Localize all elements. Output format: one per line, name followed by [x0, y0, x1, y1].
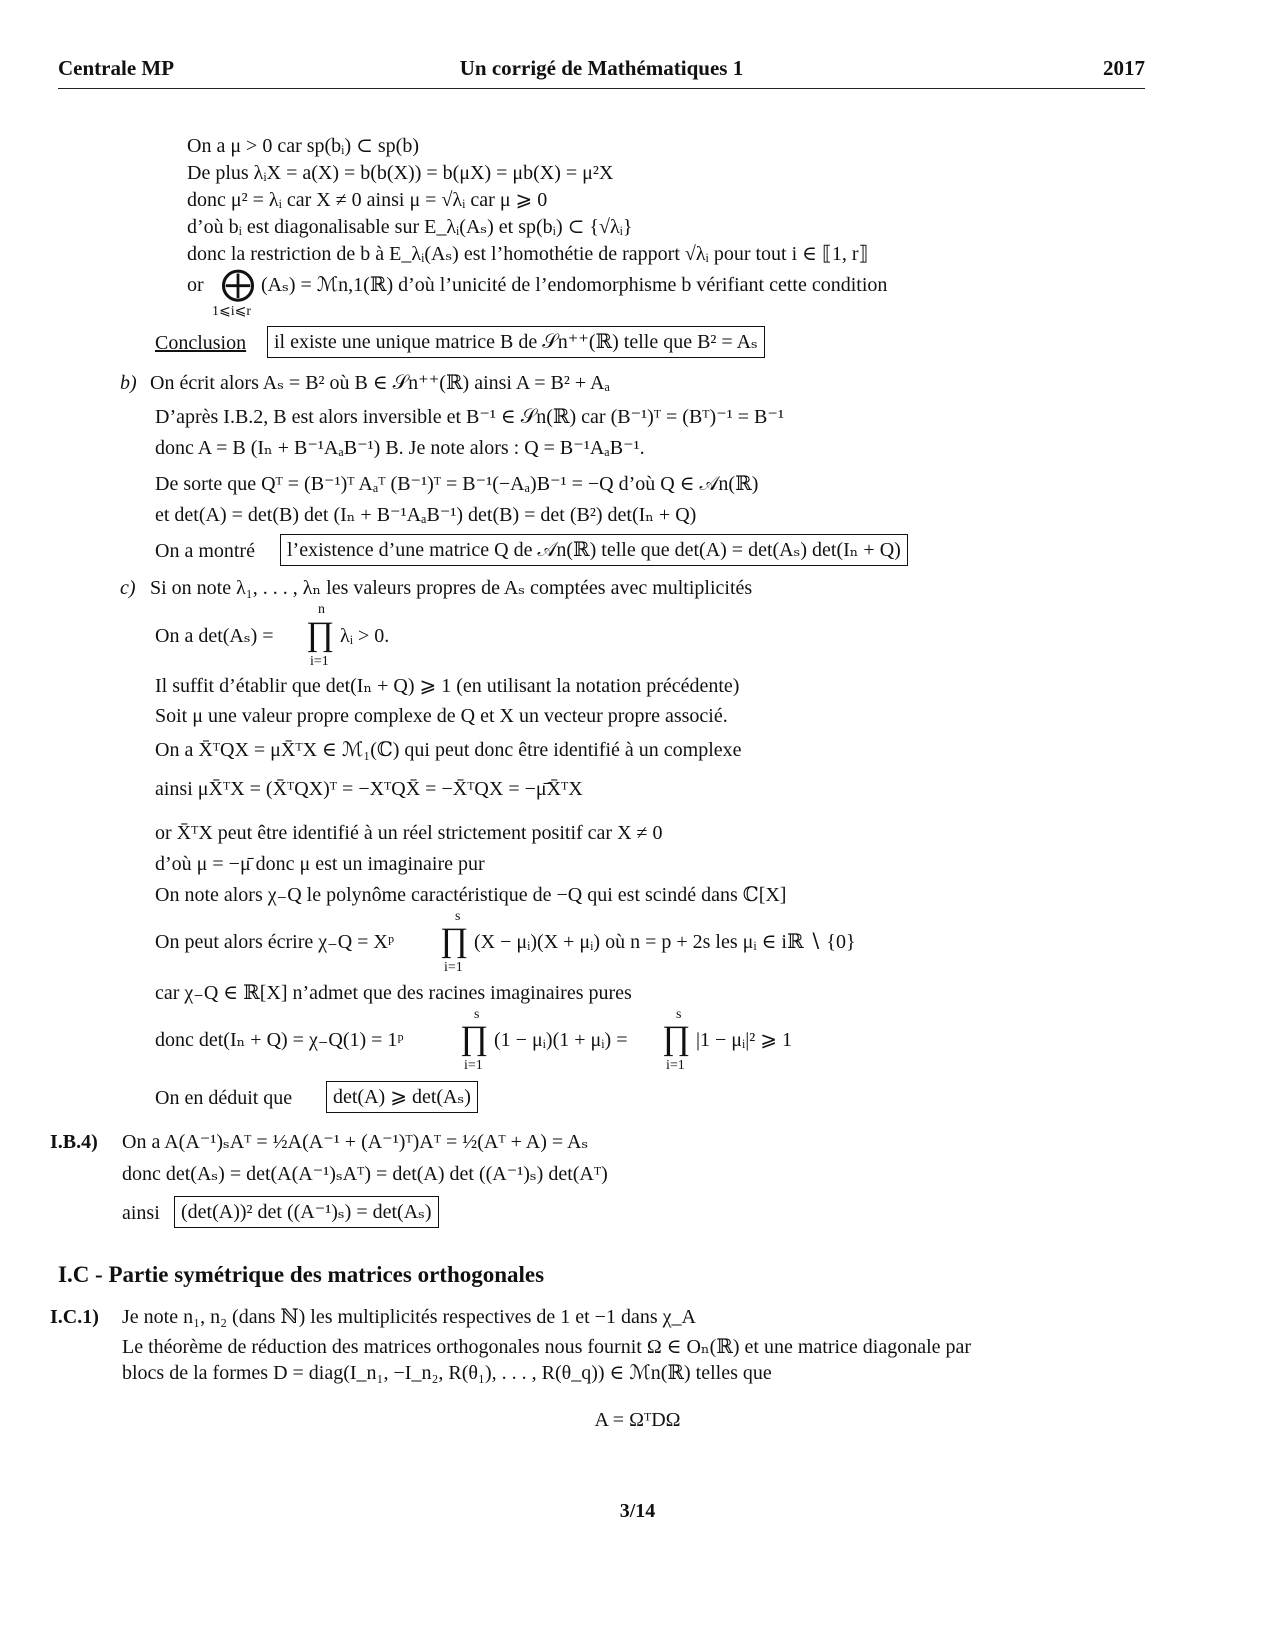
- text-line: On a det(Aₛ) =: [155, 625, 274, 647]
- product-bottom-index: i=1: [444, 960, 463, 975]
- item-marker-ib4: I.B.4): [50, 1131, 98, 1153]
- display-formula: A = ΩᵀDΩ: [594, 1409, 681, 1431]
- product-symbol: ∏: [662, 1020, 690, 1057]
- text-line: On a μ > 0 car sp(bᵢ) ⊂ sp(b): [187, 135, 419, 157]
- text-line: Je note n₁, n₂ (dans ℕ) les multiplicités respectives de 1 et −1 dans χ_A: [122, 1306, 696, 1328]
- text-line: λᵢ > 0.: [340, 625, 390, 647]
- item-marker-c: c): [120, 577, 136, 599]
- conclusion-box: il existe une unique matrice B de 𝒮n⁺⁺(ℝ) telle que B² = Aₛ: [267, 326, 765, 358]
- text-line: d’où μ = −μ̄ donc μ est un imaginaire pur: [155, 853, 485, 875]
- text-line: (Aₛ) = ℳn,1(ℝ) d’où l’unicité de l’endomorphisme b vérifiant cette condition: [261, 274, 888, 296]
- text-line: On en déduit que: [155, 1087, 293, 1109]
- direct-sum-index: 1⩽i⩽r: [212, 304, 252, 319]
- text-line: De sorte que Qᵀ = (B⁻¹)ᵀ Aₐᵀ (B⁻¹)ᵀ = B⁻¹(−Aₐ)B⁻¹ = −Q d’où Q ∈ 𝒜n(ℝ): [155, 473, 759, 495]
- text-line: |1 − μᵢ|² ⩾ 1: [696, 1029, 793, 1051]
- text-line: (X − μᵢ)(X + μᵢ) où n = p + 2s les μᵢ ∈ iℝ ∖ {0}: [474, 931, 856, 953]
- text-line: et det(A) = det(B) det (Iₙ + B⁻¹AₐB⁻¹) det(B) = det (B²) det(Iₙ + Q): [155, 504, 697, 526]
- page-number: 3/14: [619, 1500, 656, 1522]
- text-line: D’après I.B.2, B est alors inversible et B⁻¹ ∈ 𝒮n(ℝ) car (B⁻¹)ᵀ = (Bᵀ)⁻¹ = B⁻¹: [155, 406, 784, 428]
- text-line: Le théorème de réduction des matrices orthogonales nous fournit Ω ∈ Oₙ(ℝ) et une matrice diagonale par: [122, 1336, 972, 1358]
- direct-sum-symbol: ⨁: [221, 266, 255, 303]
- product-top-index: s: [676, 1007, 682, 1022]
- item-marker-ic1: I.C.1): [50, 1306, 99, 1328]
- product-bottom-index: i=1: [666, 1058, 685, 1073]
- conclusion-label: [155, 330, 246, 356]
- header-left: Centrale MP: [58, 56, 175, 80]
- text-line: De plus λᵢX = a(X) = b(b(X)) = b(μX) = μb(X) = μ²X: [187, 162, 614, 184]
- text-line: On a X̄ᵀQX = μX̄ᵀX ∈ ℳ₁(ℂ) qui peut donc être identifié à un complexe: [155, 739, 742, 761]
- text-line: car χ₋Q ∈ ℝ[X] n’admet que des racines imaginaires pures: [155, 982, 632, 1004]
- text-line: donc det(Iₙ + Q) = χ₋Q(1) = 1ᵖ: [155, 1029, 404, 1051]
- product-top-index: s: [474, 1007, 480, 1022]
- text-line: ainsi: [122, 1202, 160, 1224]
- product-symbol: ∏: [306, 616, 334, 653]
- text-line: Si on note λ₁, . . . , λₙ les valeurs propres de Aₛ comptées avec multiplicités: [150, 577, 753, 599]
- product-top-index: n: [318, 602, 325, 617]
- text-line: On écrit alors Aₛ = B² où B ∈ 𝒮n⁺⁺(ℝ) ainsi A = B² + Aₐ: [150, 372, 610, 394]
- header-title: Un corrigé de Mathématiques 1: [459, 56, 744, 80]
- text-line: donc μ² = λᵢ car X ≠ 0 ainsi μ = √λᵢ car μ ⩾ 0: [187, 189, 548, 211]
- text-line: blocs de la formes D = diag(I_n₁, −I_n₂, R(θ₁), . . . , R(θ_q)) ∈ ℳn(ℝ) telles que: [122, 1362, 772, 1384]
- product-bottom-index: i=1: [310, 654, 329, 669]
- text-line: ainsi μX̄ᵀX = (X̄ᵀQX)ᵀ = −XᵀQX̄ = −X̄ᵀQX = −μ̄X̄ᵀX: [155, 778, 583, 800]
- result-box: (det(A))² det ((A⁻¹)ₛ) = det(Aₛ): [174, 1196, 439, 1228]
- product-top-index: s: [455, 909, 461, 924]
- text-line: (1 − μᵢ)(1 + μᵢ) =: [494, 1029, 628, 1051]
- text-line: donc la restriction de b à E_λᵢ(Aₛ) est l’homothétie de rapport √λᵢ pour tout i ∈ ⟦1, r⟧: [187, 243, 869, 265]
- result-box: l’existence d’une matrice Q de 𝒜n(ℝ) telle que det(A) = det(Aₛ) det(Iₙ + Q): [280, 534, 908, 566]
- product-bottom-index: i=1: [464, 1058, 483, 1073]
- text-line: On a A(A⁻¹)ₛAᵀ = ½A(A⁻¹ + (A⁻¹)ᵀ)Aᵀ = ½(Aᵀ + A) = Aₛ: [122, 1131, 589, 1153]
- section-heading: I.C - Partie symétrique des matrices orthogonales: [58, 1262, 545, 1287]
- text-line-or: or: [187, 274, 204, 296]
- text-line: or X̄ᵀX peut être identifié à un réel strictement positif car X ≠ 0: [155, 822, 663, 844]
- header-year: 2017: [1103, 56, 1145, 80]
- item-marker-b: b): [120, 372, 137, 394]
- product-symbol: ∏: [460, 1020, 488, 1057]
- text-line: Soit μ une valeur propre complexe de Q et X un vecteur propre associé.: [155, 705, 728, 727]
- text-line: donc A = B (Iₙ + B⁻¹AₐB⁻¹) B. Je note alors : Q = B⁻¹AₐB⁻¹.: [155, 437, 645, 459]
- text-line: On note alors χ₋Q le polynôme caractéristique de −Q qui est scindé dans ℂ[X]: [155, 884, 787, 906]
- product-symbol: ∏: [440, 922, 468, 959]
- text-line: d’où bᵢ est diagonalisable sur E_λᵢ(Aₛ) et sp(bᵢ) ⊂ {√λᵢ}: [187, 216, 633, 238]
- text-line: On a montré: [155, 540, 255, 562]
- text-line: donc det(Aₛ) = det(A(A⁻¹)ₛAᵀ) = det(A) det ((A⁻¹)ₛ) det(Aᵀ): [122, 1163, 608, 1185]
- result-box: det(A) ⩾ det(Aₛ): [326, 1081, 478, 1113]
- page-header: [58, 56, 1145, 89]
- text-line: On peut alors écrire χ₋Q = Xᵖ: [155, 931, 395, 953]
- text-line: Il suffit d’établir que det(Iₙ + Q) ⩾ 1 (en utilisant la notation précédente): [155, 675, 740, 697]
- conclusion-label-text: Conclusion: [155, 332, 247, 354]
